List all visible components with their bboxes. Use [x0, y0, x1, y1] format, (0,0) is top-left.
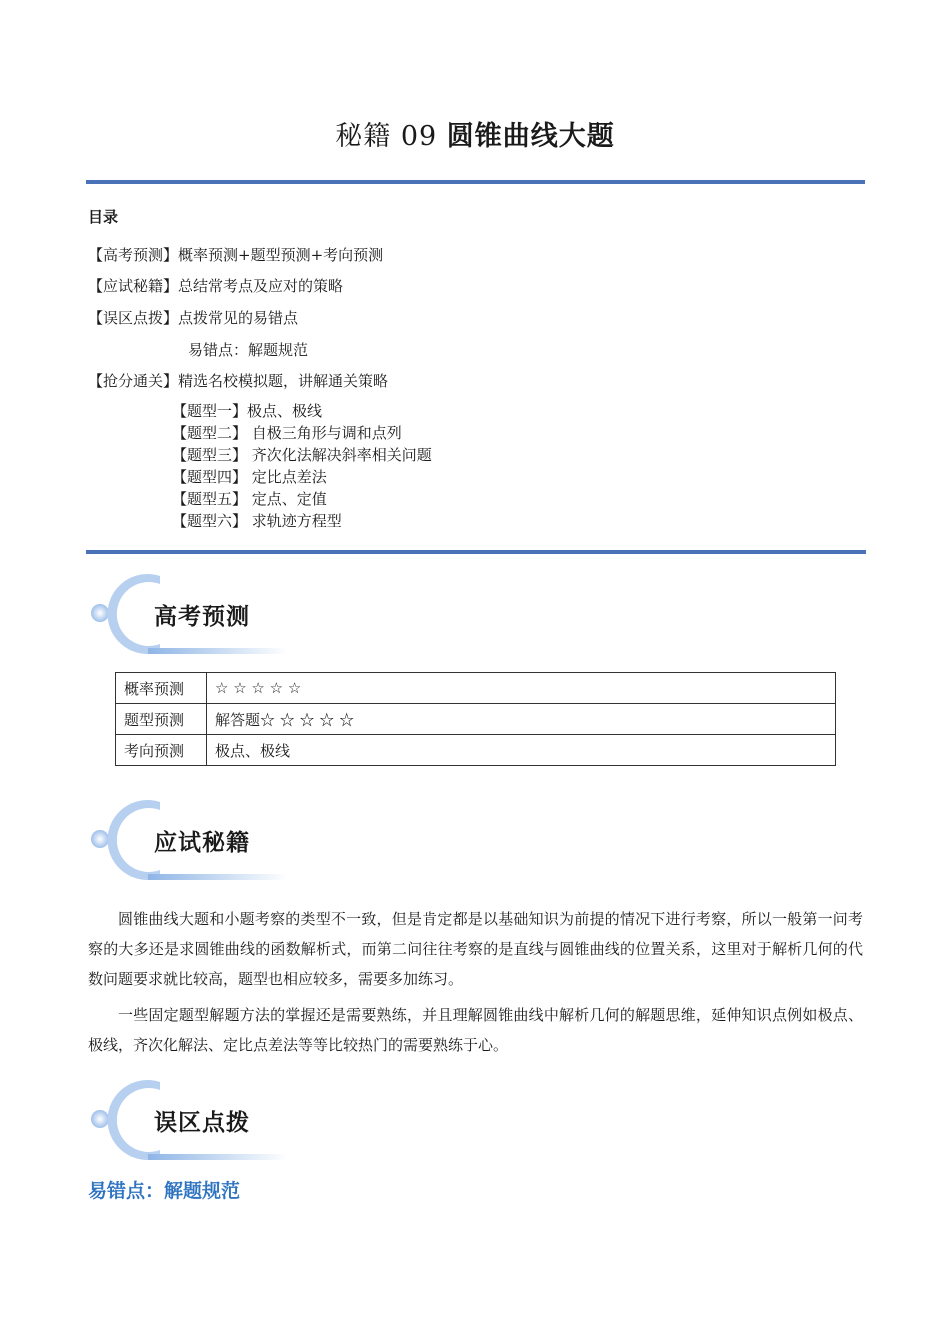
banner-title: 应试秘籍 [154, 830, 250, 856]
table-row [116, 673, 836, 704]
toc-type-item[interactable]: 【题型五】 定点、定值 [172, 490, 327, 508]
table-key: 概率预测 [116, 673, 207, 704]
table-key: 考向预测 [116, 735, 207, 766]
toc-bottom-divider [86, 550, 866, 554]
table-value: ☆ ☆ ☆ ☆ ☆ [207, 673, 836, 704]
page-title: 秘籍 09 圆锥曲线大题 [335, 121, 615, 152]
toc-sub-error[interactable]: 易错点：解题规范 [188, 341, 309, 359]
toc-item-gaokao[interactable]: 【高考预测】概率预测+题型预测+考向预测 [88, 246, 384, 264]
toc-type-item[interactable]: 【题型六】 求轨迹方程型 [172, 512, 342, 530]
toc-item-yingshi[interactable]: 【应试秘籍】总结常考点及应对的策略 [88, 277, 344, 295]
section-banner-gaokao [88, 570, 298, 658]
toc-type-list [172, 400, 432, 532]
table-row [116, 735, 836, 766]
banner-title: 误区点拨 [154, 1110, 250, 1136]
banner-title: 高考预测 [154, 604, 250, 630]
toc-type-item[interactable]: 【题型一】极点、极线 [172, 402, 323, 420]
toc-item-qiangfen[interactable]: 【抢分通关】精选名校模拟题，讲解通关策略 [88, 372, 389, 390]
table-value: 极点、极线 [207, 735, 836, 766]
error-point-heading: 易错点：解题规范 [88, 1180, 241, 1202]
strategy-paragraph: 圆锥曲线大题和小题考察的类型不一致，但是肯定都是以基础知识为前提的情况下进行考察，所以一般第一问考察的大多还是求圆锥曲线的函数解析式，而第二问往往考察的是直线与圆锥曲线的位置关系，这里对于解析几何的代数问题要求就比较高，题型也相应较多，需要多加练习。 [88, 910, 863, 988]
table-key: 题型预测 [116, 704, 207, 735]
section-banner-yingshi [88, 796, 298, 884]
toc-type-item[interactable]: 【题型三】 齐次化法解决斜率相关问题 [172, 446, 432, 464]
top-divider [86, 180, 865, 184]
table-row [116, 704, 836, 735]
strategy-paragraph: 一些固定题型解题方法的掌握还是需要熟练，并且理解圆锥曲线中解析几何的解题思维，延伸知识点例如极点、极线，齐次化解法、定比点差法等等比较热门的需要熟练于心。 [88, 1006, 863, 1054]
table-value: 解答题☆ ☆ ☆ ☆ ☆ [207, 704, 836, 735]
prediction-table [115, 672, 836, 766]
toc-type-item[interactable]: 【题型四】 定比点差法 [172, 468, 327, 486]
toc-type-item[interactable]: 【题型二】 自极三角形与调和点列 [172, 424, 402, 442]
section-banner-wuqu [88, 1076, 298, 1164]
toc-heading: 目录 [88, 208, 119, 226]
toc-item-wuqu[interactable]: 【误区点拨】点拨常见的易错点 [88, 309, 299, 327]
